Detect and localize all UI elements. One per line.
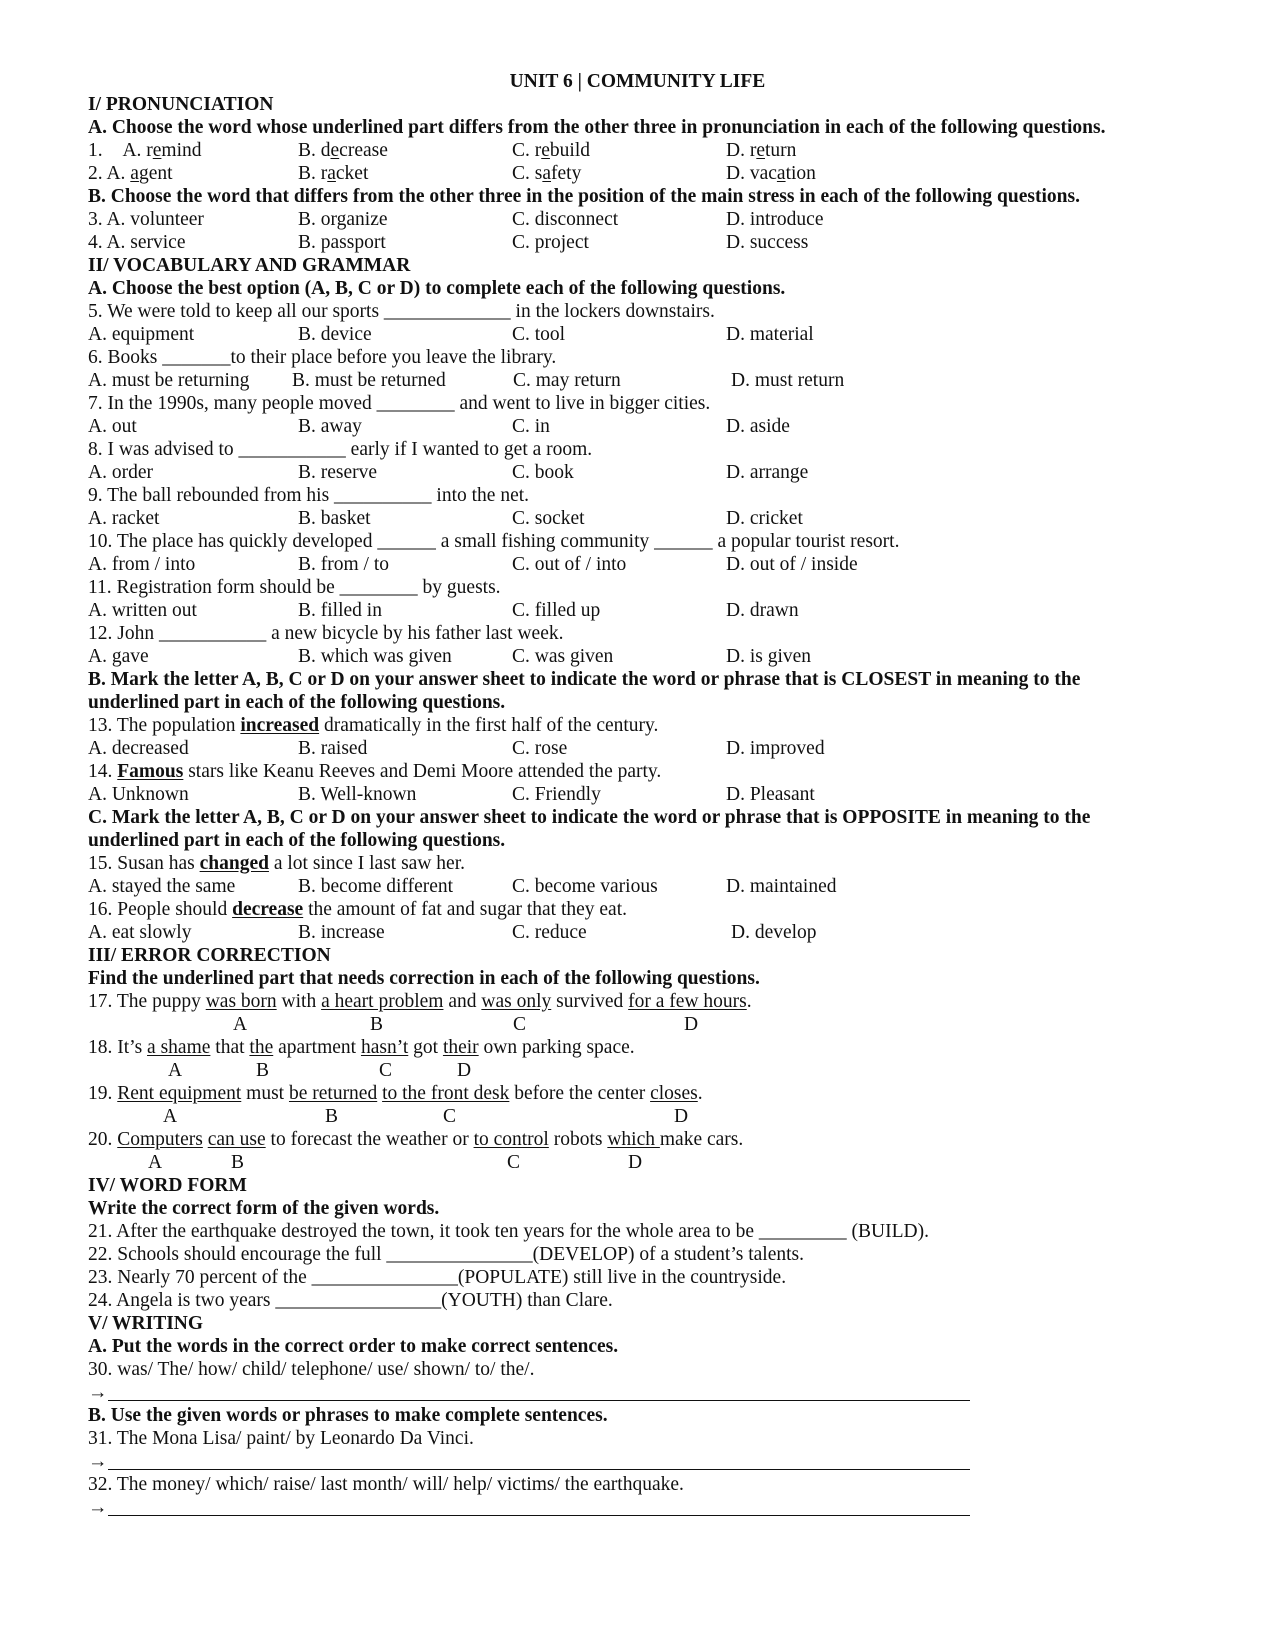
question-12-stem: 12. John ___________ a new bicycle by his father last week. (88, 623, 564, 644)
question-9-option-b: B. basket (298, 508, 371, 529)
q20-letter-b: B (231, 1152, 245, 1173)
question-5-option-d: D. material (726, 324, 814, 345)
question-31: 31. The Mona Lisa/ paint/ by Leonardo Da Vinci. (88, 1428, 474, 1449)
question-13-option-d: D. improved (726, 738, 825, 759)
q17-letter-c: C (513, 1014, 527, 1035)
question-5-option-b: B. device (298, 324, 372, 345)
question-9-stem: 9. The ball rebounded from his __________ into the net. (88, 485, 530, 506)
underlined-keyword: Famous (117, 761, 184, 782)
question-14-option-b: B. Well-known (298, 784, 417, 805)
question-4-option-b: B. passport (298, 232, 386, 253)
question-16-option-b: B. increase (298, 922, 385, 943)
question-14-stem: 14. Famous stars like Keanu Reeves and Demi Moore attended the party. (88, 761, 662, 782)
section-heading-error-correction: III/ ERROR CORRECTION (88, 945, 331, 966)
instruction-vocabulary-a: A. Choose the best option (A, B, C or D) to complete each of the following questions. (88, 278, 786, 299)
question-32: 32. The money/ which/ raise/ last month/ will/ help/ victims/ the earthquake. (88, 1474, 684, 1495)
arrow-icon: → (88, 1497, 108, 1518)
question-number: 2. (88, 163, 107, 184)
instruction-pronunciation-a: A. Choose the word whose underlined part differs from the other three in pronunciation in each of the following questions. (88, 117, 1106, 138)
question-20: 20. Computers can use to forecast the weather or to control robots which make cars. (88, 1129, 744, 1150)
question-12-option-d: D. is given (726, 646, 812, 667)
section-heading-pronunciation: I/ PRONUNCIATION (88, 94, 274, 115)
question-2-option-c: C. safety (512, 163, 582, 184)
question-14-option-d: D. Pleasant (726, 784, 815, 805)
question-5-stem: 5. We were told to keep all our sports _____________ in the lockers downstairs. (88, 301, 715, 322)
question-10-option-c: C. out of / into (512, 554, 627, 575)
answer-line (108, 1515, 970, 1516)
question-18: 18. It’s a shame that the apartment hasn’t got their own parking space. (88, 1037, 635, 1058)
question-16-option-d: D. develop (731, 922, 817, 943)
instruction-writing-a: A. Put the words in the correct order to make correct sentences. (88, 1336, 619, 1357)
question-7-option-c: C. in (512, 416, 550, 437)
question-12-option-a: A. gave (88, 646, 149, 667)
question-16-stem: 16. People should decrease the amount of fat and sugar that they eat. (88, 899, 628, 920)
question-1-option-d: D. return (726, 140, 797, 161)
question-3-option-b: B. organize (298, 209, 388, 230)
question-15-option-c: C. become various (512, 876, 658, 897)
question-8-option-a: A. order (88, 462, 153, 483)
arrow-icon: → (88, 1382, 108, 1403)
question-5-option-a: A. equipment (88, 324, 195, 345)
question-16-option-c: C. reduce (512, 922, 587, 943)
question-13-option-a: A. decreased (88, 738, 189, 759)
question-21: 21. After the earthquake destroyed the town, it took ten years for the whole area to be _________ (BUILD). (88, 1221, 929, 1242)
question-6-option-b: B. must be returned (292, 370, 446, 391)
question-8-option-c: C. book (512, 462, 574, 483)
question-7-option-b: B. away (298, 416, 362, 437)
question-10-option-d: D. out of / inside (726, 554, 858, 575)
section-heading-word-form: IV/ WORD FORM (88, 1175, 247, 1196)
question-24: 24. Angela is two years _________________(YOUTH) than Clare. (88, 1290, 613, 1311)
q20-letter-a: A (148, 1152, 163, 1173)
q20-letter-c: C (507, 1152, 521, 1173)
question-17: 17. The puppy was born with a heart problem and was only survived for a few hours. (88, 991, 752, 1012)
question-4-option-d: D. success (726, 232, 809, 253)
question-6-stem: 6. Books _______to their place before you leave the library. (88, 347, 557, 368)
question-15-stem: 15. Susan has changed a lot since I last saw her. (88, 853, 465, 874)
instruction-opposite-meaning-line-1: C. Mark the letter A, B, C or D on your answer sheet to indicate the word or phrase that is OPPOSITE in meaning to the (88, 807, 1091, 828)
question-2 (88, 162, 173, 186)
question-7-option-d: D. aside (726, 416, 790, 437)
question-6-option-d: D. must return (731, 370, 845, 391)
question-22: 22. Schools should encourage the full _______________(DEVELOP) of a student’s talents. (88, 1244, 804, 1265)
question-7-stem: 7. In the 1990s, many people moved ________ and went to live in bigger cities. (88, 393, 711, 414)
question-23: 23. Nearly 70 percent of the _______________(POPULATE) still live in the countryside. (88, 1267, 787, 1288)
question-12-option-c: C. was given (512, 646, 614, 667)
q18-letter-a: A (168, 1060, 183, 1081)
question-1-option-b: B. decrease (298, 140, 388, 161)
instruction-pronunciation-b: B. Choose the word that differs from the other three in the position of the main stress in each of the following questions. (88, 186, 1080, 207)
question-8-stem: 8. I was advised to ___________ early if I wanted to get a room. (88, 439, 593, 460)
question-15-option-b: B. become different (298, 876, 454, 897)
question-10-stem: 10. The place has quickly developed ______ a small fishing community ______ a popular tourist resort. (88, 531, 900, 552)
question-1 (88, 139, 202, 163)
question-7-option-a: A. out (88, 416, 137, 437)
q18-letter-d: D (457, 1060, 472, 1081)
q20-letter-d: D (628, 1152, 643, 1173)
q17-letter-a: A (233, 1014, 248, 1035)
instruction-closest-meaning-line-2: underlined part in each of the following questions. (88, 692, 506, 713)
question-9-option-a: A. racket (88, 508, 160, 529)
question-2-option-d: D. vacation (726, 163, 816, 184)
question-12-option-b: B. which was given (298, 646, 452, 667)
question-19: 19. Rent equipment must be returned to the front desk before the center closes. (88, 1083, 703, 1104)
q19-letter-a: A (163, 1106, 178, 1127)
question-6-option-c: C. may return (513, 370, 621, 391)
question-15-option-a: A. stayed the same (88, 876, 236, 897)
question-8-option-b: B. reserve (298, 462, 378, 483)
question-3-option-d: D. introduce (726, 209, 824, 230)
question-11-option-a: A. written out (88, 600, 197, 621)
question-11-option-c: C. filled up (512, 600, 601, 621)
question-5-option-c: C. tool (512, 324, 566, 345)
question-9-option-c: C. socket (512, 508, 585, 529)
question-9-option-d: D. cricket (726, 508, 803, 529)
underlined-keyword: increased (240, 715, 320, 736)
option-a: A. agent (106, 163, 173, 184)
question-1-option-c: C. rebuild (512, 140, 590, 161)
section-heading-vocabulary: II/ VOCABULARY AND GRAMMAR (88, 255, 411, 276)
question-3-option-c: C. disconnect (512, 209, 619, 230)
question-4-option-c: C. project (512, 232, 589, 253)
q19-letter-c: C (443, 1106, 457, 1127)
underlined-keyword: changed (199, 853, 269, 874)
question-13-stem: 13. The population increased dramatically in the first half of the century. (88, 715, 659, 736)
q19-letter-d: D (674, 1106, 689, 1127)
question-4: 4. A. service (88, 232, 186, 253)
q19-letter-b: B (325, 1106, 339, 1127)
instruction-closest-meaning-line-1: B. Mark the letter A, B, C or D on your answer sheet to indicate the word or phrase that is CLOSEST in meaning to the (88, 669, 1081, 690)
question-number: 1. (88, 140, 107, 161)
question-14-option-c: C. Friendly (512, 784, 601, 805)
question-6-option-a: A. must be returning (88, 370, 250, 391)
question-2-option-b: B. racket (298, 163, 369, 184)
question-30: 30. was/ The/ how/ child/ telephone/ use/ shown/ to/ the/. (88, 1359, 535, 1380)
question-13-option-c: C. rose (512, 738, 568, 759)
arrow-icon: → (88, 1451, 108, 1472)
underlined-keyword: decrease (232, 899, 304, 920)
question-3: 3. A. volunteer (88, 209, 204, 230)
question-8-option-d: D. arrange (726, 462, 809, 483)
instruction-word-form: Write the correct form of the given words. (88, 1198, 440, 1219)
question-11-stem: 11. Registration form should be ________ by guests. (88, 577, 501, 598)
instruction-writing-b: B. Use the given words or phrases to make complete sentences. (88, 1405, 608, 1426)
answer-line (108, 1400, 970, 1401)
option-a: A. remind (122, 140, 202, 161)
answer-line (108, 1469, 970, 1470)
q17-letter-d: D (684, 1014, 699, 1035)
question-10-option-b: B. from / to (298, 554, 389, 575)
q18-letter-c: C (379, 1060, 393, 1081)
question-10-option-a: A. from / into (88, 554, 196, 575)
q18-letter-b: B (256, 1060, 270, 1081)
instruction-opposite-meaning-line-2: underlined part in each of the following questions. (88, 830, 506, 851)
q17-letter-b: B (370, 1014, 384, 1035)
question-16-option-a: A. eat slowly (88, 922, 192, 943)
section-heading-writing: V/ WRITING (88, 1313, 204, 1334)
question-14-option-a: A. Unknown (88, 784, 189, 805)
question-11-option-b: B. filled in (298, 600, 382, 621)
instruction-error-correction: Find the underlined part that needs correction in each of the following questions. (88, 968, 760, 989)
question-13-option-b: B. raised (298, 738, 368, 759)
question-11-option-d: D. drawn (726, 600, 799, 621)
question-15-option-d: D. maintained (726, 876, 837, 897)
page-title: UNIT 6 | COMMUNITY LIFE (509, 71, 766, 92)
